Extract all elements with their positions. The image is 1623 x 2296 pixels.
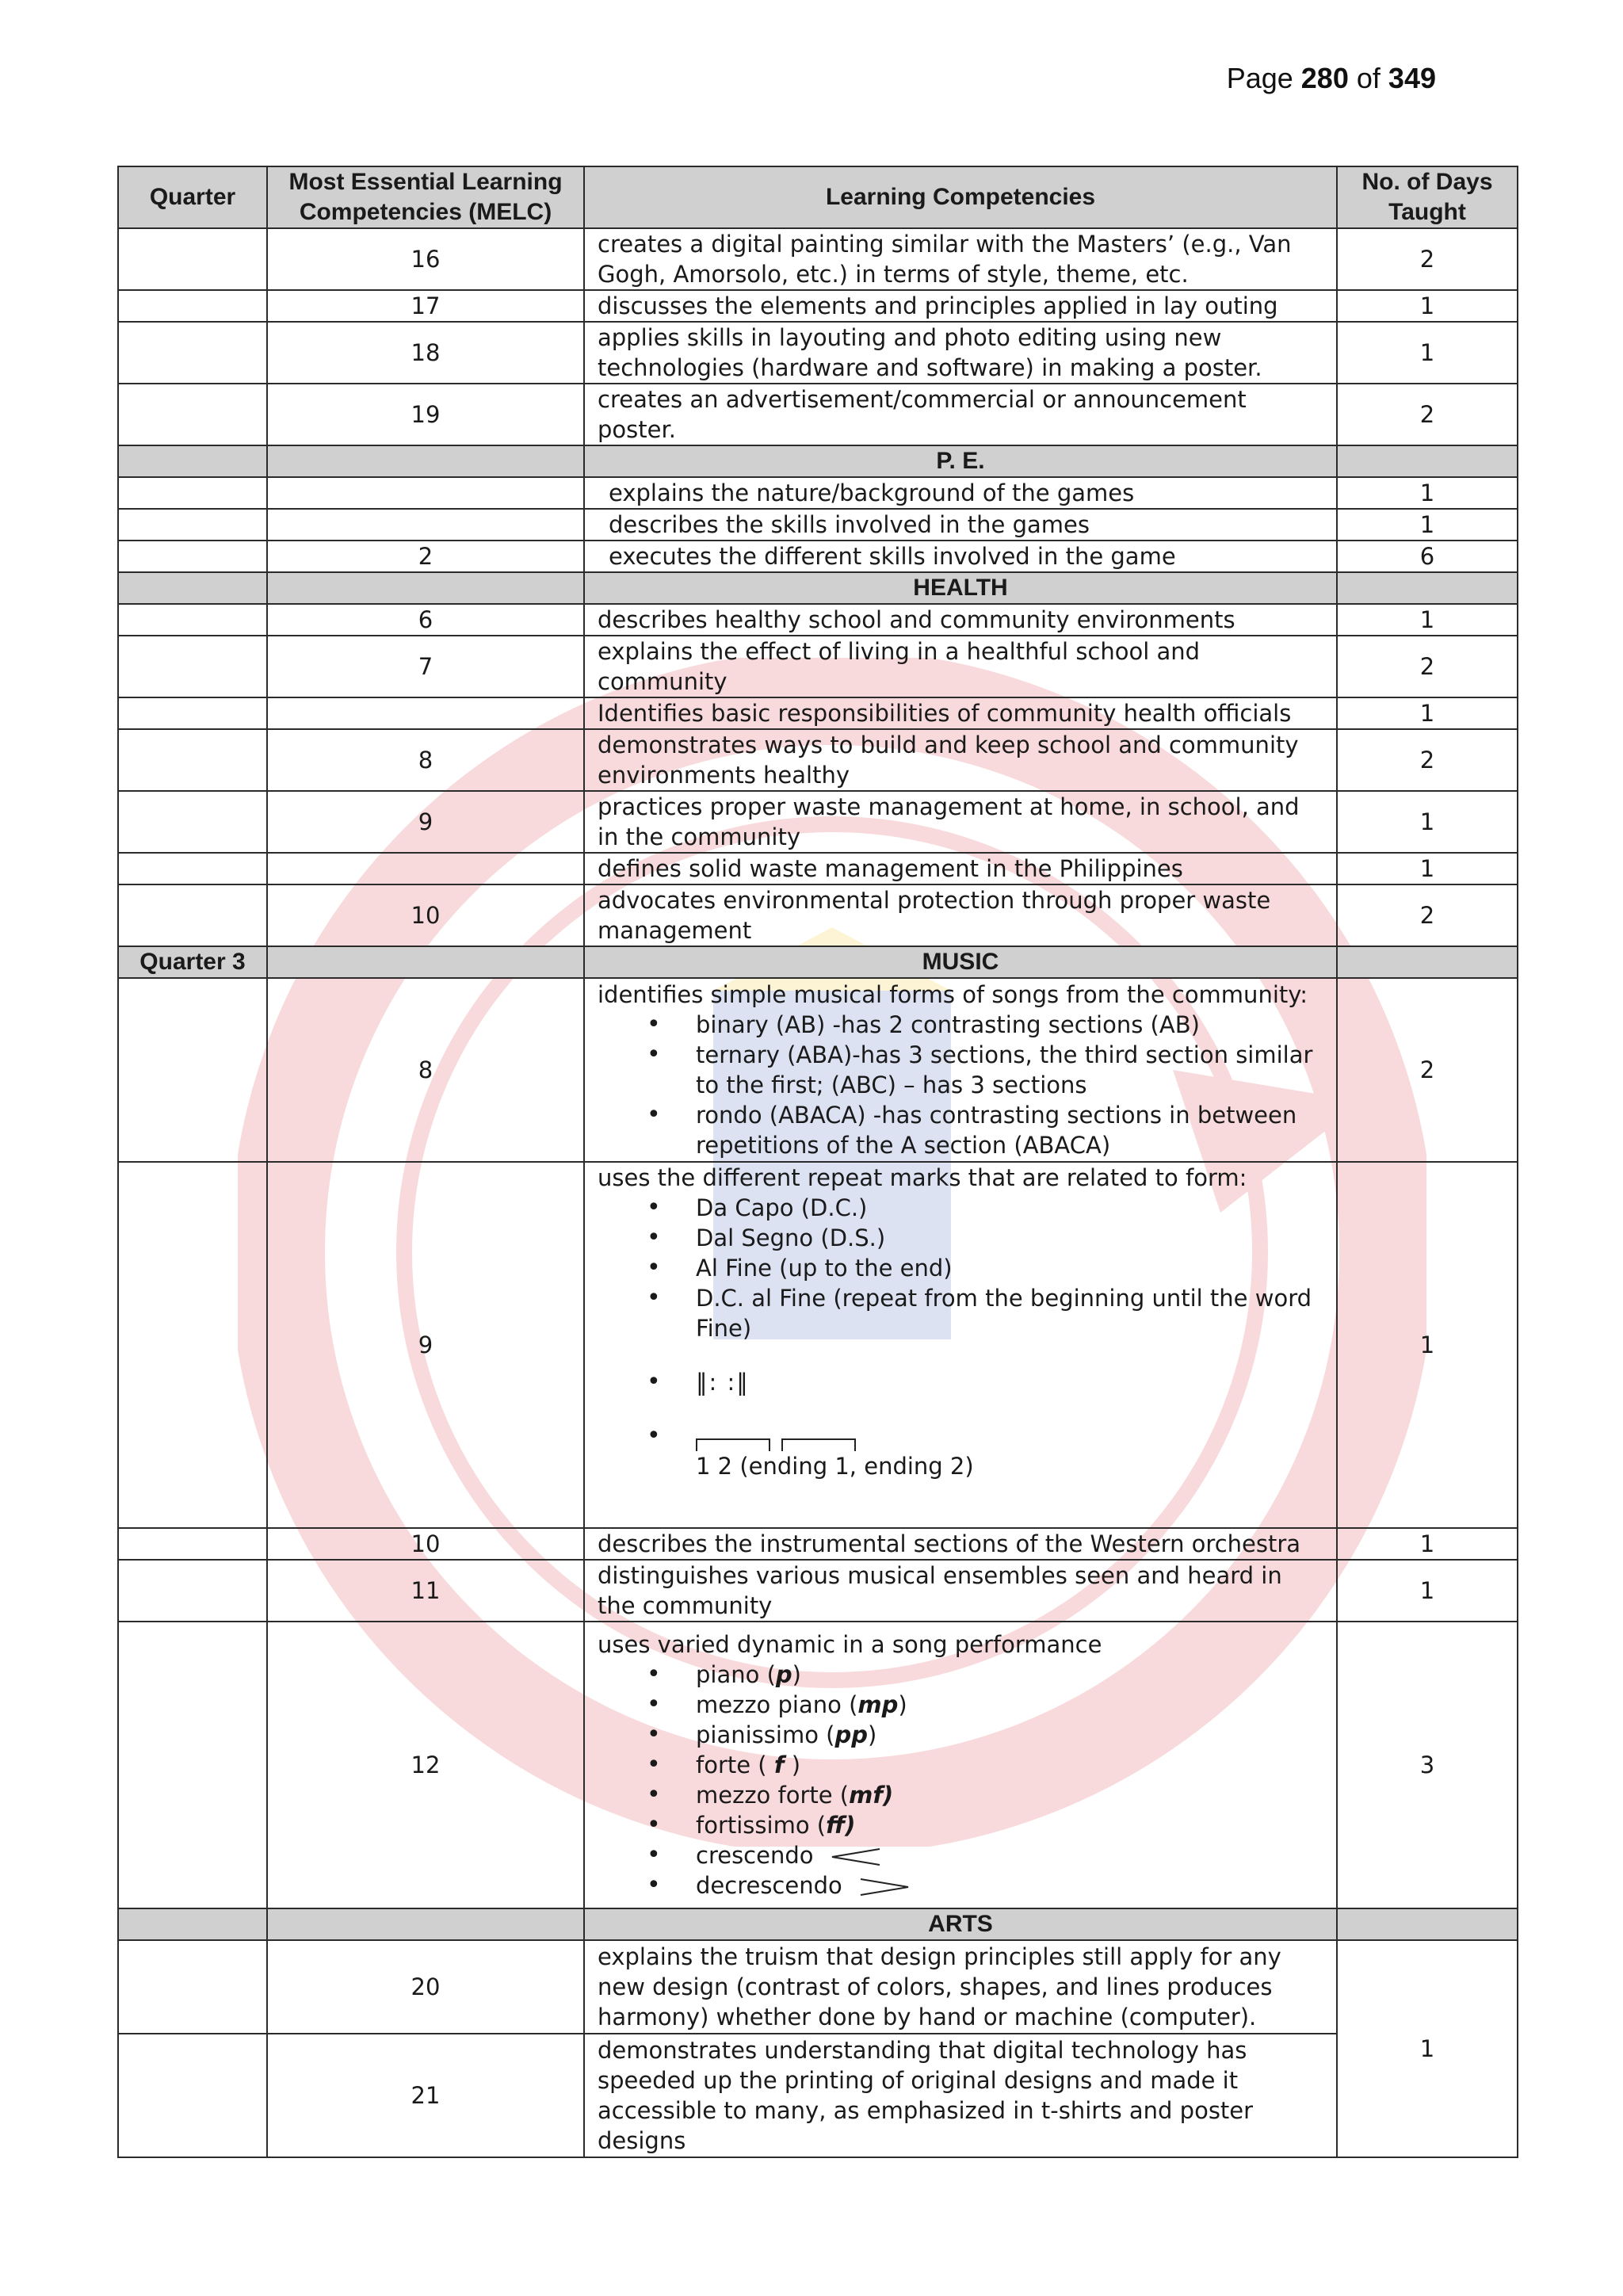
- melc-number: 7: [267, 636, 584, 697]
- page-number: Page 280 of 349: [1226, 62, 1436, 94]
- days-value: 2: [1337, 729, 1518, 791]
- bullet-list: [598, 1010, 1323, 1160]
- section-title-music: MUSIC: [584, 946, 1337, 978]
- quarter-label: Quarter 3: [118, 946, 267, 978]
- days-value: 1: [1337, 604, 1518, 636]
- melc-number: 16: [267, 228, 584, 290]
- header-melc: Most Essential Learning Competencies (MELC): [267, 166, 584, 228]
- competency-text: demonstrates ways to build and keep school and community environments healthy: [584, 729, 1337, 791]
- table-header-row: [118, 166, 1518, 228]
- list-item: • piano (p): [696, 1660, 1323, 1690]
- list-item: • binary (AB) -has 2 contrasting sections (AB): [696, 1010, 1323, 1040]
- table-row: [118, 384, 1518, 445]
- days-value: 2: [1337, 636, 1518, 697]
- table-row: [118, 729, 1518, 791]
- melc-number: 10: [267, 1528, 584, 1560]
- table-row: [118, 541, 1518, 572]
- section-title-arts: ARTS: [584, 1908, 1337, 1940]
- list-item: • mezzo piano (mp): [696, 1690, 1323, 1720]
- competency-text: applies skills in layouting and photo editing using new technologies (hardware and software) in making a poster.: [584, 322, 1337, 384]
- days-value: 1: [1337, 791, 1518, 853]
- competency-text: creates an advertisement/commercial or announcement poster.: [584, 384, 1337, 445]
- days-value: 1: [1337, 322, 1518, 384]
- competency-intro: identifies simple musical forms of songs from the community:: [598, 981, 1308, 1008]
- melc-number: 18: [267, 322, 584, 384]
- melc-number: 8: [267, 729, 584, 791]
- table-row: [118, 697, 1518, 729]
- melc-number: 12: [267, 1622, 584, 1908]
- days-value: 2: [1337, 228, 1518, 290]
- competency-text: explains the nature/background of the games: [584, 477, 1337, 509]
- list-item: • D.C. al Fine (repeat from the beginning until the word Fine): [696, 1283, 1323, 1343]
- table-row: [118, 1528, 1518, 1560]
- days-value: 3: [1337, 1622, 1518, 1908]
- table-row: [118, 322, 1518, 384]
- competency-text: [584, 1622, 1337, 1908]
- days-value: 6: [1337, 541, 1518, 572]
- table-row: [118, 1940, 1518, 2034]
- table-row: [118, 477, 1518, 509]
- days-value: 2: [1337, 884, 1518, 946]
- competency-text: describes the skills involved in the games: [584, 509, 1337, 541]
- competency-text: demonstrates understanding that digital technology has speeded up the printing of original designs and made it accessible to many, as emphasized in t-shirts and poster designs: [584, 2034, 1337, 2157]
- table-row: [118, 290, 1518, 322]
- decrescendo-icon: [859, 1878, 910, 1897]
- table-row: [118, 1622, 1518, 1908]
- days-value: 1: [1337, 1940, 1518, 2157]
- ending-bracket-icon: [696, 1423, 867, 1450]
- competency-text: explains the truism that design principles still apply for any new design (contrast of colors, shapes, and lines produces harmony) whether done by hand or machine (computer).: [584, 1940, 1337, 2034]
- table-row: [118, 853, 1518, 884]
- table-row: [118, 636, 1518, 697]
- competency-text: defines solid waste management in the Philippines: [584, 853, 1337, 884]
- table-row: [118, 884, 1518, 946]
- list-item: • ternary (ABA)-has 3 sections, the third section similar to the first; (ABC) – has 3 sections: [696, 1040, 1323, 1100]
- table-row: [118, 228, 1518, 290]
- competency-intro: uses the different repeat marks that are related to form:: [598, 1164, 1247, 1191]
- competency-text: creates a digital painting similar with the Masters’ (e.g., Van Gogh, Amorsolo, etc.) in terms of style, theme, etc.: [584, 228, 1337, 290]
- list-item: • decrescendo: [696, 1870, 1323, 1901]
- list-item: • Dal Segno (D.S.): [696, 1223, 1323, 1253]
- days-value: 1: [1337, 697, 1518, 729]
- competency-text: executes the different skills involved in the game: [584, 541, 1337, 572]
- list-item: • fortissimo (ff): [696, 1810, 1323, 1840]
- list-item: • Al Fine (up to the end): [696, 1253, 1323, 1283]
- list-item: [696, 1421, 1323, 1481]
- list-item: • crescendo: [696, 1840, 1323, 1870]
- section-title-health: HEALTH: [584, 572, 1337, 604]
- ending-text: • 1 2 (ending 1, ending 2): [696, 1453, 974, 1480]
- bullet-list: [598, 1660, 1323, 1901]
- days-value: 1: [1337, 509, 1518, 541]
- table-row: [118, 1560, 1518, 1622]
- list-item: • pianissimo (pp): [696, 1720, 1323, 1750]
- competencies-table: [117, 166, 1518, 2158]
- table-row: [118, 604, 1518, 636]
- table-row: [118, 2034, 1518, 2157]
- list-item: • rondo (ABACA) -has contrasting sections in between repetitions of the A section (ABACA): [696, 1100, 1323, 1160]
- melc-number: 17: [267, 290, 584, 322]
- competency-text: practices proper waste management at home, in school, and in the community: [584, 791, 1337, 853]
- repeat-sign-icon: ‖: :‖: [696, 1369, 750, 1396]
- melc-number: 9: [267, 1162, 584, 1528]
- competency-text: Identifies basic responsibilities of community health officials: [584, 697, 1337, 729]
- melc-number: 2: [267, 541, 584, 572]
- days-value: 1: [1337, 853, 1518, 884]
- melc-number: [267, 853, 584, 884]
- bullet-list: [598, 1367, 1323, 1397]
- melc-number: 21: [267, 2034, 584, 2157]
- table-row: [118, 509, 1518, 541]
- melc-number: [267, 477, 584, 509]
- competency-text: describes the instrumental sections of the Western orchestra: [584, 1528, 1337, 1560]
- header-competencies: Learning Competencies: [584, 166, 1337, 228]
- section-row-pe: [118, 445, 1518, 477]
- header-quarter: Quarter: [118, 166, 267, 228]
- melc-number: 11: [267, 1560, 584, 1622]
- header-days: No. of Days Taught: [1337, 166, 1518, 228]
- list-item: • mezzo forte (mf): [696, 1780, 1323, 1810]
- days-value: 1: [1337, 1560, 1518, 1622]
- days-value: 1: [1337, 477, 1518, 509]
- competency-text: explains the effect of living in a healthful school and community: [584, 636, 1337, 697]
- melc-number: [267, 697, 584, 729]
- melc-number: 10: [267, 884, 584, 946]
- section-row-music: [118, 946, 1518, 978]
- competency-text: advocates environmental protection through proper waste management: [584, 884, 1337, 946]
- days-value: 2: [1337, 384, 1518, 445]
- crescendo-icon: [831, 1847, 881, 1866]
- melc-number: [267, 509, 584, 541]
- competency-text: discusses the elements and principles applied in lay outing: [584, 290, 1337, 322]
- days-value: 2: [1337, 978, 1518, 1162]
- days-value: 1: [1337, 290, 1518, 322]
- table-row: [118, 791, 1518, 853]
- section-row-health: [118, 572, 1518, 604]
- table-row: [118, 1162, 1518, 1528]
- section-title-pe: P. E.: [584, 445, 1337, 477]
- competency-text: describes healthy school and community environments: [584, 604, 1337, 636]
- list-item: • forte ( f ): [696, 1750, 1323, 1780]
- melc-number: 8: [267, 978, 584, 1162]
- bullet-list: [598, 1421, 1323, 1481]
- melc-number: 9: [267, 791, 584, 853]
- section-row-arts: [118, 1908, 1518, 1940]
- days-value: 1: [1337, 1528, 1518, 1560]
- melc-number: 20: [267, 1940, 584, 2034]
- competency-text: distinguishes various musical ensembles seen and heard in the community: [584, 1560, 1337, 1622]
- list-item: [696, 1367, 1323, 1397]
- melc-number: 6: [267, 604, 584, 636]
- competency-intro: uses varied dynamic in a song performance: [598, 1631, 1102, 1658]
- list-item: • Da Capo (D.C.): [696, 1193, 1323, 1223]
- table-row: [118, 978, 1518, 1162]
- bullet-list: [598, 1193, 1323, 1343]
- competency-text: [584, 1162, 1337, 1528]
- days-value: 1: [1337, 1162, 1518, 1528]
- competency-text: [584, 978, 1337, 1162]
- melc-number: 19: [267, 384, 584, 445]
